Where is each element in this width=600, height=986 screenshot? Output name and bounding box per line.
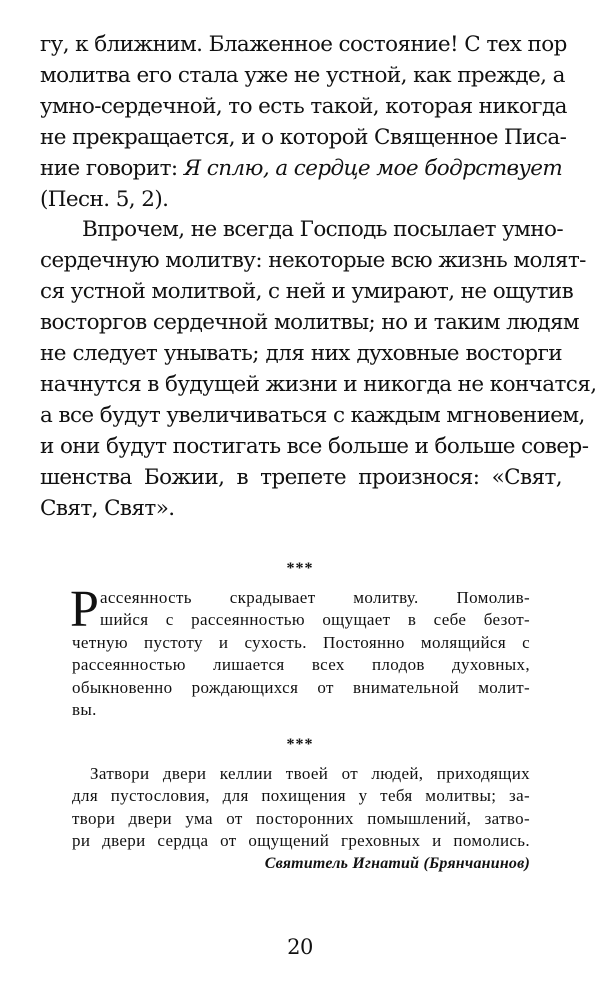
- text-line: не прекращается, и о которой Священное Писа-: [40, 124, 567, 150]
- text-line: рассеянностью лишается всех плодов духовных,: [72, 655, 530, 675]
- drop-cap: Р: [70, 581, 100, 638]
- scripture-quote: Я сплю, а сердце мое бодрствует: [183, 155, 563, 181]
- text-line: для пустословия, для похищения у тебя молитвы; за-: [72, 786, 530, 806]
- quote-section-2: [72, 763, 530, 875]
- text-line: ся устной молитвой, с ней и умирают, не ощутив: [40, 279, 574, 305]
- text-line: (Песн. 5, 2).: [40, 186, 169, 212]
- text-fragment: ние говорит:: [40, 155, 178, 181]
- text-line: умно-сердечной, то есть такой, которая никогда: [40, 93, 567, 119]
- text-line: шенства Божии, в трепете произнося: «Свят,: [40, 464, 562, 490]
- text-line: Впрочем, не всегда Господь посылает умно-: [82, 217, 564, 243]
- main-body-text: [40, 30, 597, 525]
- text-line: Затвори двери келлии твоей от людей, приходящих: [90, 764, 530, 783]
- paragraph-2: [40, 215, 597, 524]
- text-line: и они будут постигать все больше и больше совер-: [40, 433, 589, 459]
- text-line: начнутся в будущей жизни и никогда не кончатся,: [40, 371, 597, 397]
- page-number: 20: [287, 935, 313, 959]
- text-line: Свят, Свят».: [40, 495, 175, 521]
- text-line: твори двери ума от посторонних помышлений, затво-: [72, 808, 530, 828]
- text-line: не следует унывать; для них духовные восторги: [40, 341, 562, 367]
- text-line: шийся с рассеянностью ощущает в себе безот-: [100, 610, 530, 630]
- text-line: восторгов сердечной молитвы; но и таким людям: [40, 310, 580, 336]
- text-line-with-quote: [40, 154, 562, 185]
- text-line: ассеянность скрадывает молитву. Помолив-: [100, 588, 530, 607]
- text-line: ри двери сердца от ощущений греховных и помолись.: [72, 831, 530, 851]
- text-line: молитва его стала уже не устной, как прежде, а: [40, 62, 565, 88]
- paragraph-1: [40, 30, 567, 215]
- text-line: обыкновенно рождающихся от внимательной молит-: [72, 677, 530, 697]
- section-separator: ***: [286, 736, 314, 753]
- text-line: вы.: [72, 700, 97, 720]
- section-separator: ***: [286, 560, 314, 577]
- text-line: а все будут увеличиваться с каждым мгновением,: [40, 402, 585, 428]
- text-line: гу, к ближним. Блаженное состояние! С тех пор: [40, 32, 567, 57]
- quote-attribution: Святитель Игнатий (Брянчанинов): [264, 854, 530, 872]
- text-line: сердечную молитву: некоторые всю жизнь молят-: [40, 248, 586, 274]
- quote-section-1: [70, 581, 530, 721]
- text-line: четную пустоту и сухость. Постоянно молящийся с: [72, 632, 530, 652]
